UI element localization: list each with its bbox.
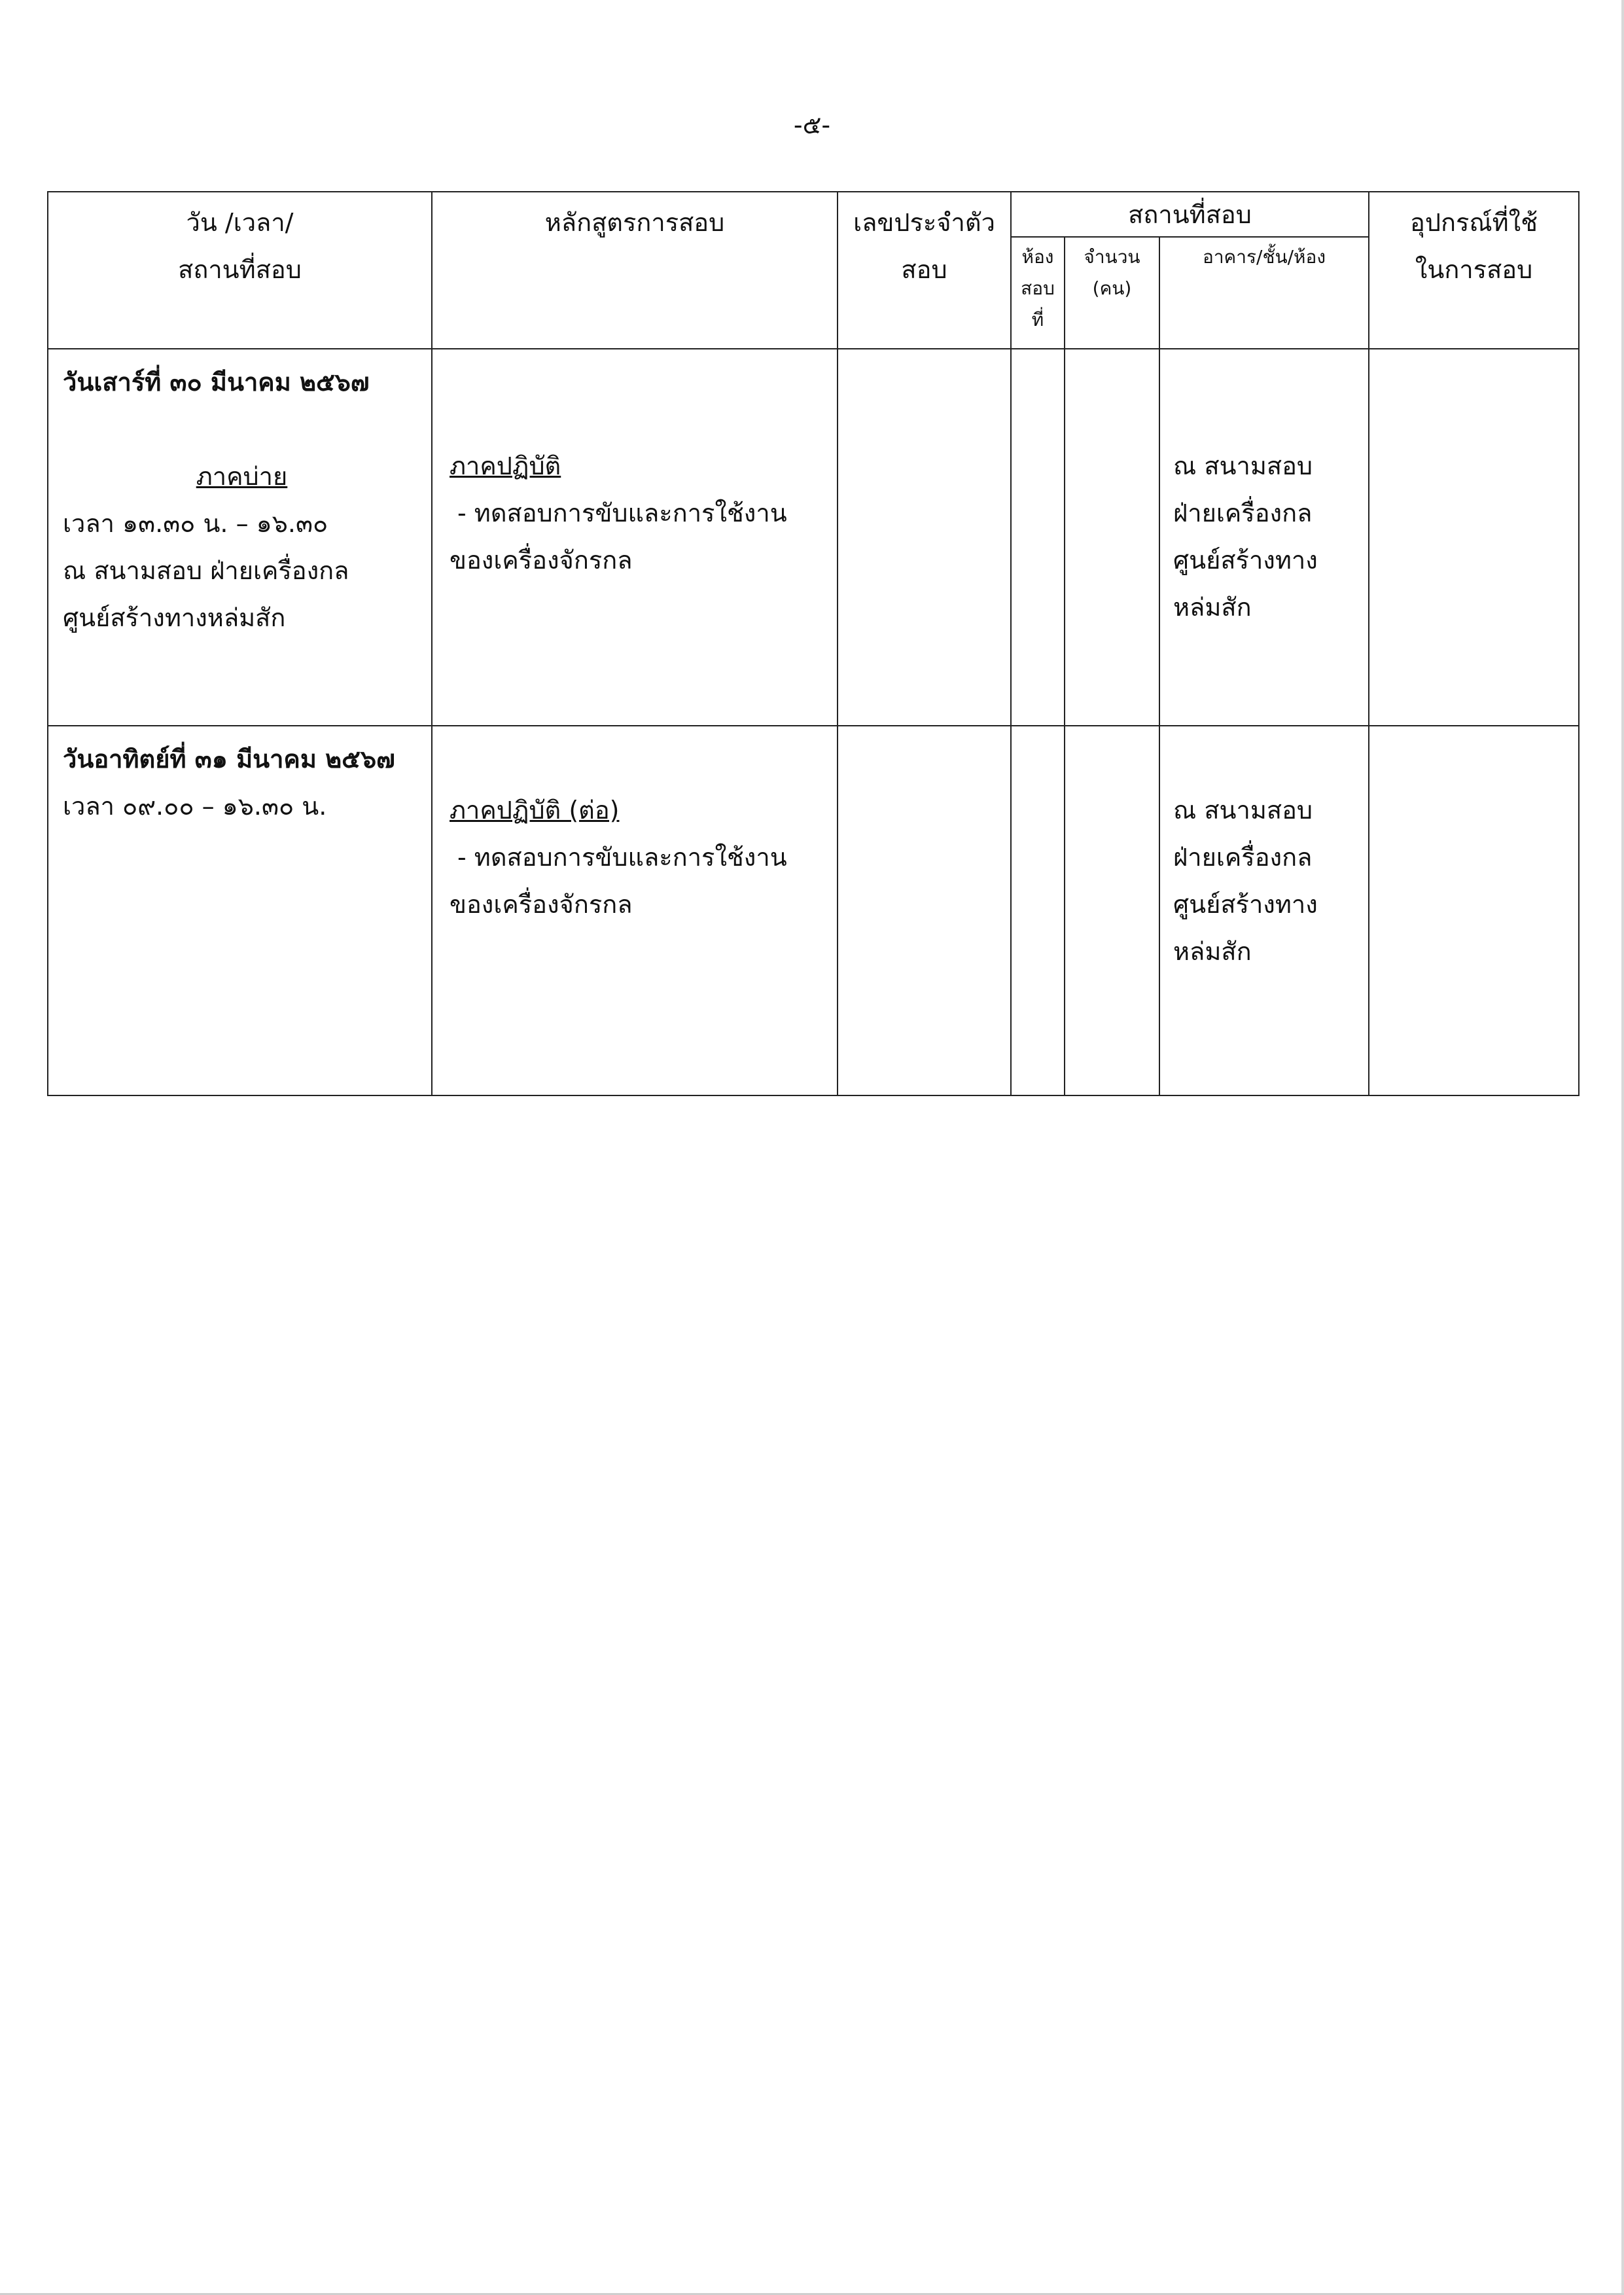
row2-venue-line: ฝ่ายเครื่องกล [1173, 843, 1313, 872]
row2-course-line1: - ทดสอบการขับและการใช้งาน [457, 843, 787, 872]
scan-edge-right [1621, 0, 1624, 2295]
row2-venue-cell [1159, 726, 1369, 1095]
row2-equipment-cell [1369, 726, 1579, 1095]
header-course: หลักสูตรการสอบ [432, 192, 838, 349]
exam-schedule-table [47, 191, 1580, 1096]
row1-place-2: ศูนย์สร้างทางหล่มสัก [63, 603, 286, 632]
row2-room-no-cell [1011, 726, 1065, 1095]
row1-venue-line: หล่มสัก [1173, 592, 1252, 622]
page-number: -๕- [793, 111, 831, 139]
header-room-no: ห้อง สอบ ที่ [1011, 237, 1065, 349]
row1-count-cell [1065, 349, 1159, 726]
row1-course-title: ภาคปฏิบัติ [450, 451, 561, 480]
row2-date-cell [48, 726, 432, 1095]
row1-exam-id-cell [838, 349, 1011, 726]
header-date-time-place: วัน /เวลา/ สถานที่สอบ [48, 192, 432, 349]
header-count: จำนวน (คน) [1065, 237, 1159, 349]
row2-course-title: ภาคปฏิบัติ (ต่อ) [450, 796, 620, 825]
row1-venue-line: ณ สนามสอบ [1173, 451, 1313, 480]
row2-venue-line: ณ สนามสอบ [1173, 796, 1313, 825]
row1-date: วันเสาร์ที่ ๓๐ มีนาคม ๒๕๖๗ [63, 367, 370, 397]
row1-venue-line: ศูนย์สร้างทาง [1173, 545, 1318, 575]
row1-room-no-cell [1011, 349, 1065, 726]
row2-venue-line: หล่มสัก [1173, 937, 1252, 967]
row1-equipment-cell [1369, 349, 1579, 726]
row2-date: วันอาทิตย์ที่ ๓๑ มีนาคม ๒๕๖๗ [63, 745, 395, 774]
row1-time: เวลา ๑๓.๓๐ น. – ๑๖.๓๐ [63, 508, 328, 538]
row2-venue-line: ศูนย์สร้างทาง [1173, 890, 1318, 919]
row2-course-cell [432, 726, 838, 1095]
row1-course-line1: - ทดสอบการขับและการใช้งาน [457, 498, 787, 527]
header-equipment: อุปกรณ์ที่ใช้ ในการสอบ [1369, 192, 1579, 349]
row2-count-cell [1065, 726, 1159, 1095]
row2-exam-id-cell [838, 726, 1011, 1095]
row1-place-1: ณ สนามสอบ ฝ่ายเครื่องกล [63, 556, 349, 585]
header-exam-id: เลขประจำตัว สอบ [838, 192, 1011, 349]
row2-course-line2: ของเครื่องจักรกล [450, 890, 633, 919]
row1-venue-cell [1159, 349, 1369, 726]
header-building: อาคาร/ชั้น/ห้อง [1159, 237, 1369, 349]
row2-time: เวลา ๐๙.๐๐ – ๑๖.๓๐ น. [63, 792, 327, 821]
row1-venue-line: ฝ่ายเครื่องกล [1173, 498, 1313, 527]
row1-course-cell [432, 349, 838, 726]
row1-session: ภาคบ่าย [196, 461, 288, 491]
table-row [48, 726, 1579, 1095]
table-row [48, 349, 1579, 726]
row1-date-cell [48, 349, 432, 726]
row1-course-line2: ของเครื่องจักรกล [450, 545, 633, 575]
header-venue: สถานที่สอบ [1011, 192, 1369, 237]
